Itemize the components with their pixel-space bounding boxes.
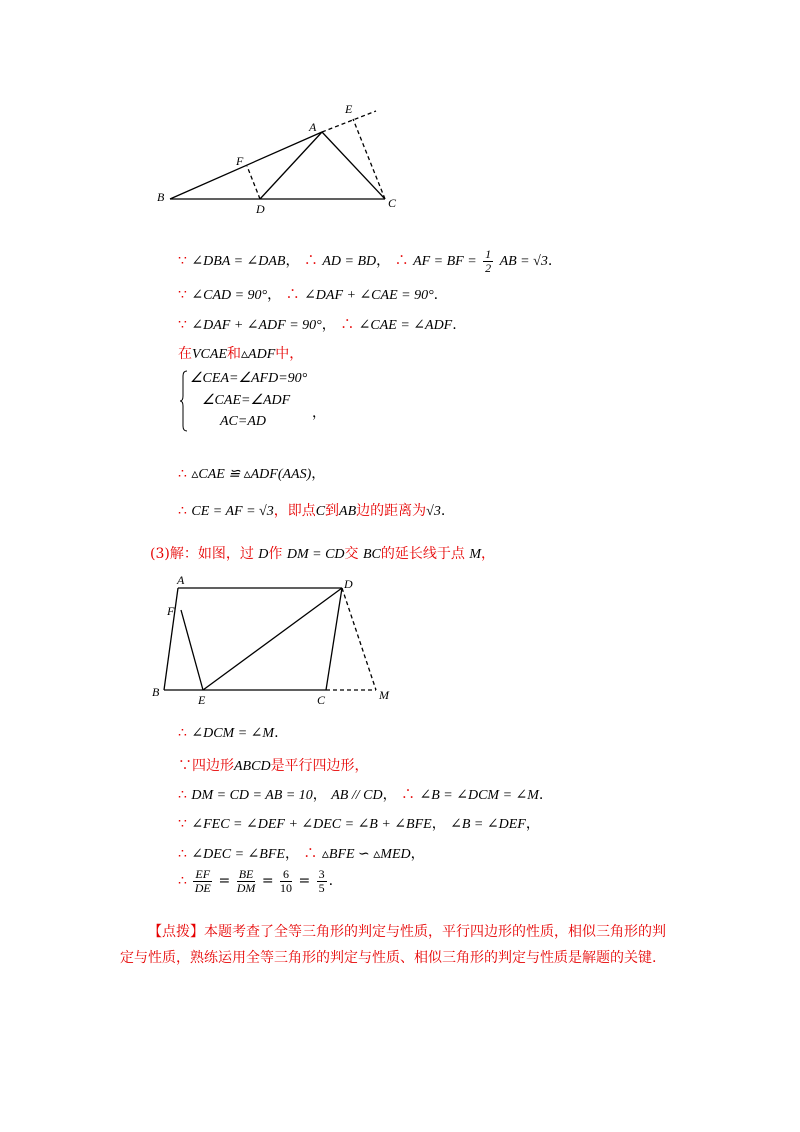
s1-line-2: ∵ ∠CAD = 90°， ∴ ∠DAF + ∠CAE = 90°. <box>178 287 439 303</box>
s3-line-6: ∴ $\frac{EF}{DE}$ = $\frac{BE}{DM}$ = $\frac{6}{10}$ = $\frac{3}{5}$ . <box>178 867 334 895</box>
label-C: C <box>317 693 326 707</box>
label-B: B <box>157 190 165 204</box>
label-M: M <box>379 688 389 702</box>
system-row-1: ∠CEA=∠AFD=90° <box>190 371 308 386</box>
label-D: D <box>344 577 353 591</box>
s1-line-4: 在VCAE和▵ADF中， <box>178 346 304 362</box>
s1-line-3: ∵ ∠DAF + ∠ADF = 90°， ∴ ∠CAE = ∠ADF. <box>178 317 457 333</box>
label-E: E <box>345 102 353 116</box>
s3-line-5: ∴ ∠DEC = ∠BFE， ∴ ▵BFE ∽ ▵MED， <box>178 846 425 862</box>
s3-intro: (3)解：如图，过 D作 DM = CD交 BC的延长线于点 M， <box>150 546 496 562</box>
tip-paragraph <box>120 919 700 971</box>
fraction-3-5: $\frac{3}{5}$ <box>318 867 325 895</box>
figure-parallelogram <box>150 570 400 710</box>
fraction-be-dm: $\frac{BE}{DM}$ <box>236 867 256 895</box>
s1-line-1: ∵ ∠DBA = ∠DAB， ∴ AD = BD， ∴ AF = BF = $\frac{1}{2}$ AB = √3. <box>178 247 553 275</box>
s1-line-6: ∴ CE = AF = √3，即点C到AB边的距离为√3. <box>178 503 446 519</box>
segment-DM <box>342 588 376 690</box>
segment-AD <box>260 132 322 199</box>
segment-BA <box>170 132 322 199</box>
label-A: A <box>309 120 317 134</box>
fraction-one-half: $\frac{1}{2}$ <box>485 247 492 275</box>
figure-triangle <box>150 95 397 220</box>
fraction-6-10: $\frac{6}{10}$ <box>280 867 292 895</box>
label-C: C <box>388 196 397 210</box>
label-B: B <box>152 685 160 699</box>
segment-AC <box>322 132 385 199</box>
s3-line-3: ∴ DM = CD = AB = 10， AB // CD， ∴ ∠B = ∠DCM = ∠M. <box>178 787 544 803</box>
system-row-2: ∠CAE=∠ADF <box>202 393 291 408</box>
tip-label: 【点拨】 <box>148 924 204 940</box>
segment-CD <box>326 588 342 690</box>
left-brace-icon <box>180 370 188 432</box>
s3-line-1: ∴ ∠DCM = ∠M. <box>178 725 279 741</box>
label-E: E <box>198 693 206 707</box>
segment-FE <box>181 610 203 690</box>
equation-system <box>180 370 340 434</box>
segment-ED <box>203 588 342 690</box>
label-A: A <box>177 573 185 587</box>
label-F: F <box>167 604 175 618</box>
system-row-3: AC=AD <box>220 414 266 429</box>
system-comma: ， <box>312 406 326 421</box>
segment-DF <box>247 166 260 199</box>
s3-line-2: ∵四边形ABCD是平行四边形， <box>178 758 369 774</box>
label-F: F <box>236 154 244 168</box>
label-D: D <box>256 202 265 216</box>
tip-line-1: 【点拨】本题考查了全等三角形的判定与性质，平行四边形的性质，相似三角形的判 <box>148 924 666 940</box>
s3-line-4: ∵ ∠FEC = ∠DEF + ∠DEC = ∠B + ∠BFE， ∠B = ∠DEF， <box>178 816 540 832</box>
fraction-ef-de: $\frac{EF}{DE}$ <box>194 867 211 895</box>
s1-line-5: ∴ ▵CAE ≌ ▵ADF(AAS)， <box>178 466 326 482</box>
segment-CE <box>353 119 385 199</box>
tip-line-2: 定与性质，熟练运用全等三角形的判定与性质、相似三角形的判定与性质是解题的关键. <box>120 950 657 966</box>
